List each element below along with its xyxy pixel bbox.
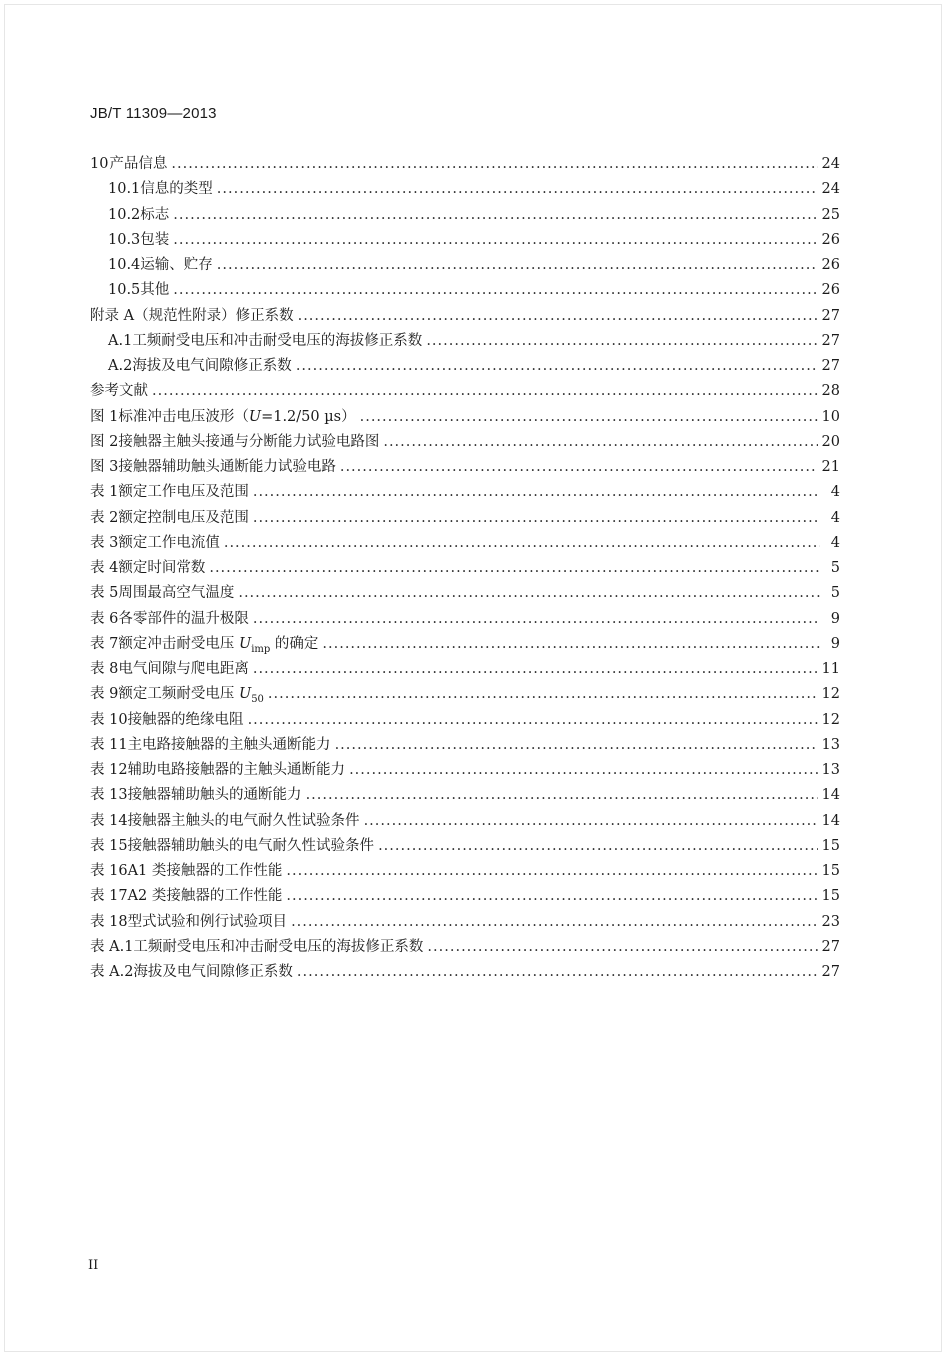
toc-entry-table-10[interactable]	[90, 708, 840, 733]
toc-title: A1 类接触器的工作性能	[127, 863, 283, 879]
toc-title: 主电路接触器的主触头通断能力	[127, 736, 331, 753]
dot-leader	[378, 834, 817, 859]
toc-number: 表 17	[90, 888, 128, 905]
dot-leader	[383, 430, 817, 455]
toc-title: 额定工频耐受电压 $U_{50}$	[118, 686, 264, 706]
toc-page: 15	[821, 888, 840, 905]
toc-number: 表 7	[90, 635, 119, 652]
toc-number: 表 13	[90, 787, 128, 804]
toc-page: 27	[821, 358, 840, 374]
toc-title: 包装	[140, 231, 170, 248]
toc-number: 10	[90, 156, 109, 172]
toc-entry-table-13[interactable]	[90, 783, 840, 808]
toc-page: 4	[830, 484, 840, 501]
dot-leader	[224, 531, 820, 556]
toc-entry-table-15[interactable]	[90, 834, 840, 859]
toc-number: 图 3	[90, 459, 119, 475]
dot-leader	[268, 682, 818, 707]
dot-leader	[171, 152, 817, 177]
toc-page: 14	[821, 787, 840, 804]
toc-page: 21	[821, 459, 840, 475]
dot-leader	[152, 379, 818, 404]
toc-page: 12	[821, 711, 840, 728]
toc-entry-table-14[interactable]	[90, 809, 840, 834]
toc-page: 27	[821, 964, 840, 980]
dot-leader	[360, 405, 818, 430]
toc-entry-ch10[interactable]	[90, 152, 840, 177]
toc-number: 表 5	[90, 585, 119, 602]
toc-entry-table-16[interactable]	[90, 859, 840, 884]
toc-number: 表 3	[90, 534, 119, 551]
toc-number: 表 10	[90, 711, 128, 728]
dot-leader	[217, 177, 818, 202]
toc-title: 周围最高空气温度	[118, 585, 235, 602]
toc-number: 10.5	[108, 282, 141, 299]
toc-page: 25	[821, 206, 840, 223]
dot-leader	[248, 708, 818, 733]
toc-number: 10.2	[108, 206, 141, 223]
toc-page: 23	[821, 913, 840, 930]
dot-leader	[173, 278, 817, 303]
toc-title: 型式试验和例行试验项目	[127, 913, 288, 930]
toc-entry-a-1[interactable]	[90, 329, 840, 354]
toc-page: 28	[821, 383, 840, 400]
toc-page: 27	[821, 332, 840, 349]
toc-entry-table-a-1[interactable]	[90, 935, 840, 960]
toc-number: 表 12	[90, 762, 128, 778]
toc-title: 接触器的绝缘电阻	[127, 711, 244, 728]
toc-page: 4	[830, 509, 840, 526]
toc-entry-table-11[interactable]	[90, 733, 840, 758]
dot-leader	[253, 480, 820, 505]
dot-leader	[173, 228, 817, 253]
toc-number: 表 A.1	[90, 938, 134, 955]
toc-number: 10.1	[108, 181, 141, 198]
toc-entry-table-5[interactable]	[90, 581, 840, 606]
toc-entry-table-4[interactable]	[90, 556, 840, 581]
document-code: JB/T 11309—2013	[90, 105, 217, 122]
toc-title: 运输、贮存	[140, 257, 213, 273]
toc-page: 5	[830, 560, 840, 576]
toc-title: 标准冲击电压波形（U=1.2/50 µs）	[118, 408, 356, 425]
toc-entry-10-2[interactable]	[90, 203, 840, 228]
toc-number: 表 8	[90, 661, 119, 677]
toc-entry-table-3[interactable]	[90, 531, 840, 556]
toc-number: 表 A.2	[90, 964, 134, 980]
toc-page: 5	[830, 585, 840, 602]
toc-entry-table-1[interactable]	[90, 480, 840, 505]
dot-leader	[253, 607, 820, 632]
toc-title: 电气间隙与爬电距离	[118, 661, 249, 677]
toc-page: 10	[821, 408, 840, 425]
toc-title: 辅助电路接触器的主触头通断能力	[127, 762, 346, 778]
toc-title: 其他	[140, 282, 170, 299]
toc-page: 14	[821, 812, 840, 829]
dot-leader	[426, 329, 817, 354]
toc-title: 参考文献	[90, 383, 148, 400]
toc-number: 表 1	[90, 484, 119, 501]
toc-number: 表 2	[90, 509, 119, 526]
toc-title: 海拔及电气间隙修正系数	[133, 964, 293, 980]
toc-page: 9	[830, 610, 840, 627]
toc-number: 表 18	[90, 913, 128, 930]
dot-leader	[306, 783, 818, 808]
toc-page: 26	[821, 231, 840, 248]
toc-entry-a-2[interactable]	[90, 354, 840, 379]
toc-entry-10-3[interactable]	[90, 228, 840, 253]
toc-number: 表 6	[90, 610, 119, 627]
toc-entry-table-2[interactable]	[90, 506, 840, 531]
toc-title: 标志	[140, 206, 170, 223]
toc-entry-figure-2[interactable]	[90, 430, 840, 455]
toc-page: 20	[821, 433, 840, 450]
dot-leader	[340, 455, 818, 480]
toc-page: 9	[830, 635, 840, 652]
toc-page: 26	[821, 257, 840, 273]
toc-title: 接触器辅助触头的通断能力	[127, 787, 302, 804]
toc-title: 信息的类型	[140, 181, 213, 198]
toc-entry-table-9[interactable]	[90, 682, 840, 707]
toc-number: A.1	[108, 332, 133, 349]
toc-page: 15	[821, 837, 840, 854]
table-of-contents	[90, 152, 840, 985]
dot-leader	[298, 304, 818, 329]
dot-leader	[217, 253, 818, 278]
dot-leader	[238, 581, 820, 606]
toc-title: A2 类接触器的工作性能	[127, 888, 283, 905]
toc-entry-table-a-2[interactable]	[90, 960, 840, 985]
toc-entry-figure-1[interactable]	[90, 405, 840, 430]
dot-leader	[349, 758, 817, 783]
toc-page: 27	[821, 938, 840, 955]
toc-title: 海拔及电气间隙修正系数	[132, 358, 292, 374]
toc-number: 表 9	[90, 686, 119, 703]
toc-page: 24	[821, 156, 840, 172]
dot-leader	[253, 657, 818, 682]
toc-number: 表 16	[90, 863, 128, 879]
toc-entry-references[interactable]	[90, 379, 840, 404]
toc-title: 额定工作电流值	[118, 534, 220, 551]
toc-entry-table-18[interactable]	[90, 910, 840, 935]
toc-number: 表 14	[90, 812, 128, 829]
toc-page: 27	[821, 307, 840, 324]
toc-title: 额定冲击耐受电压 $U_{imp}$ 的确定	[118, 635, 319, 655]
toc-number: A.2	[108, 358, 133, 374]
page-number: II	[88, 1258, 99, 1273]
toc-entry-10-1[interactable]	[90, 177, 840, 202]
toc-number: 10.3	[108, 231, 141, 248]
dot-leader	[335, 733, 818, 758]
dot-leader	[297, 960, 818, 985]
toc-entry-10-5[interactable]	[90, 278, 840, 303]
toc-title: 各零部件的温升极限	[118, 610, 249, 627]
toc-title: 额定控制电压及范围	[118, 509, 249, 526]
dot-leader	[286, 884, 817, 909]
toc-entry-appendix-a[interactable]	[90, 304, 840, 329]
toc-entry-table-6[interactable]	[90, 607, 840, 632]
dot-leader	[296, 354, 818, 379]
dot-leader	[286, 859, 817, 884]
toc-page: 11	[821, 661, 840, 677]
dot-leader	[173, 203, 817, 228]
toc-entry-table-7[interactable]	[90, 632, 840, 657]
toc-title: 额定工作电压及范围	[118, 484, 249, 501]
toc-title: 产品信息	[109, 156, 168, 172]
toc-title: 工频耐受电压和冲击耐受电压的海拔修正系数	[132, 332, 423, 349]
toc-number: 表 4	[90, 560, 119, 576]
toc-title: 额定时间常数	[118, 560, 206, 576]
toc-entry-table-12[interactable]	[90, 758, 840, 783]
dot-leader	[291, 910, 817, 935]
toc-title: 接触器主触头的电气耐久性试验条件	[127, 812, 360, 829]
toc-entry-figure-3[interactable]	[90, 455, 840, 480]
toc-page: 15	[821, 863, 840, 879]
toc-number: 图 1	[90, 408, 119, 425]
dot-leader	[253, 506, 820, 531]
toc-entry-10-4[interactable]	[90, 253, 840, 278]
toc-entry-table-17[interactable]	[90, 884, 840, 909]
toc-page: 4	[830, 534, 840, 551]
toc-page: 13	[821, 736, 840, 753]
toc-number: 图 2	[90, 433, 119, 450]
toc-title: 附录 A（规范性附录）修正系数	[90, 307, 294, 324]
toc-entry-table-8[interactable]	[90, 657, 840, 682]
toc-page: 12	[821, 686, 840, 703]
toc-number: 10.4	[108, 257, 141, 273]
toc-title: 工频耐受电压和冲击耐受电压的海拔修正系数	[133, 938, 424, 955]
dot-leader	[322, 632, 820, 657]
toc-page: 24	[821, 181, 840, 198]
toc-number: 表 15	[90, 837, 128, 854]
dot-leader	[364, 809, 818, 834]
toc-title: 接触器主触头接通与分断能力试验电路图	[118, 433, 380, 450]
dot-leader	[209, 556, 820, 581]
toc-title: 接触器辅助触头通断能力试验电路	[118, 459, 336, 475]
toc-page: 26	[821, 282, 840, 299]
dot-leader	[427, 935, 817, 960]
toc-title: 接触器辅助触头的电气耐久性试验条件	[127, 837, 375, 854]
toc-page: 13	[821, 762, 840, 778]
toc-number: 表 11	[90, 736, 128, 753]
